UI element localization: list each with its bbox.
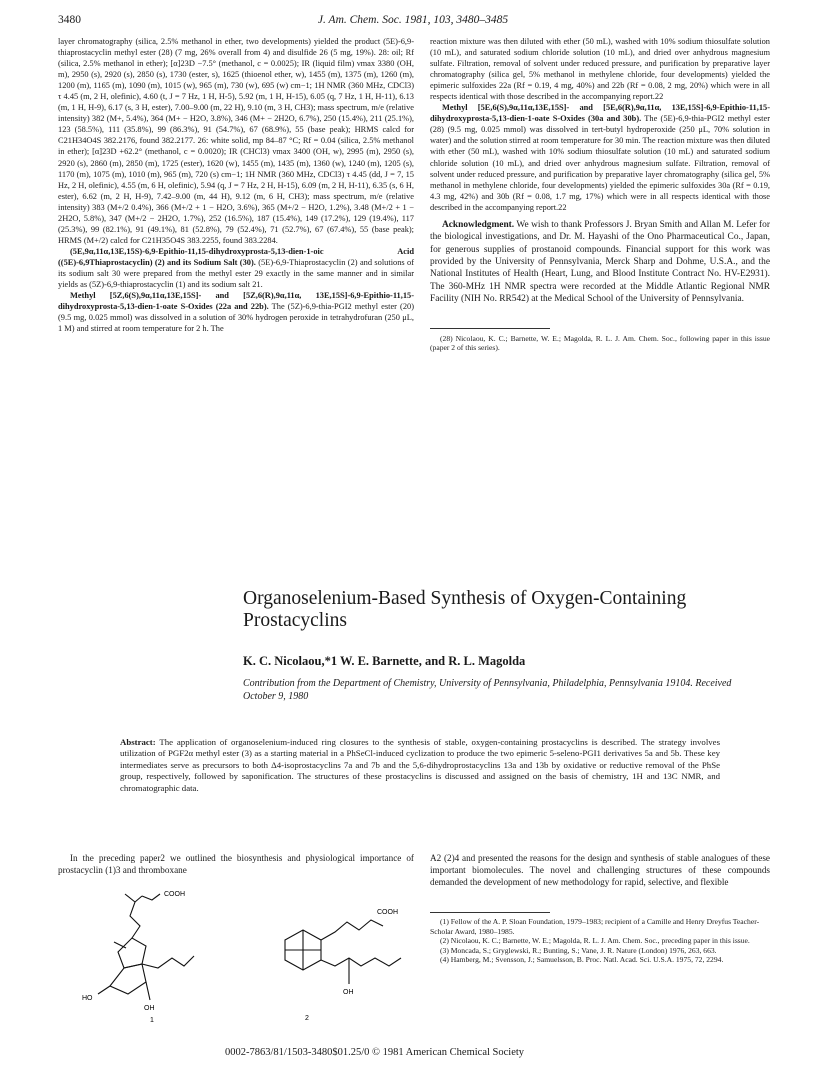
structure-2-thromboxane [255, 900, 415, 1022]
oh-label: OH [343, 989, 354, 996]
footnote: (2) Nicolaou, K. C.; Barnette, W. E.; Magolda, R. L. J. Am. Chem. Soc., preceding paper in this issue. [440, 936, 750, 946]
copyright-footer: 0002-7863/81/1503-3480$01.25/0 © 1981 American Chemical Society [225, 1047, 525, 1058]
abstract-label: Abstract: [120, 737, 156, 747]
footnotes [430, 917, 770, 965]
ho-label: HO [82, 995, 93, 1002]
compound-heading: Methyl [5E,6(S),9α,11α,13E,15S]- and [5E,6(R),9α,11α, 13E,15S]-6,9-Epithio-11,15-dihydroxyprosta-5,13-dien-1-oate S-Oxides (30a and 30b). [430, 103, 770, 124]
footnote-rule [430, 328, 550, 329]
cooh-label: COOH [377, 909, 398, 916]
abstract-text: The application of organoselenium-induced ring closures to the synthesis of stable, oxygen-containing prostacyclins is described. The strategy involves utilization of PGF2α methyl ester (3) as a starting material in a PhSeCl-induced cyclization to produce the two epimeric 5-seleno-PGI1 derivatives 5a and 5b. These key intermediates serve as precursors to both Δ4-isoprostacyclins 7a and 7b and the 5,6-dihydroprostacyclins 13a and 13b by oxidative or reductive removal of the PhSe group, respectively, followed by saponification. The structures of these prostacyclins is discussed and assigned on the basis of chemistry, 1H and 13C NMR, and chromatographic data. [120, 737, 720, 793]
acknowledgment-body: We wish to thank Professors J. Bryan Smith and Allan M. Lefer for the biological investigations, and Dr. M. Hayashi of the Ono Pharmaceutical Co., Japan, for generous supplies of prostanoid compounds. Financial support for this work was provided by the University of Pennsylvania, Merck Sharp and Dohme, U.S.A., and the National Institutes of Health (Heart, Lung, and Blood Institute Contract No. HV-E2931). The 360-MHz 1H NMR spectra were recorded at the Middle Atlantic Regional NMR Facility (NIH No. RR542) at the Medical School of the University of Pennsylvania. [430, 219, 770, 305]
acknowledgment-heading: Acknowledgment. [442, 219, 515, 230]
paragraph-body: (5E)-6,9-Thiaprostacyclin (2) and solutions of its sodium salt 30 were prepared from the methyl ester 29 exactly in the same manner and in similar yields as (5Z)-6,9-thiaprostacyclin (1) and its sodium salt 21. [58, 257, 415, 290]
compound-number: 2 [305, 1015, 309, 1022]
footnote: (4) Hamberg, M.; Svensson, J.; Samuelsson, B. Proc. Natl. Acad. Sci. U.S.A. 1975, 72, 2294. [440, 955, 724, 965]
compound-heading: (5E,9α,11α,13E,15S)-6,9-Epithio-11,15-dihydroxyprosta-5,13-dien-1-oic Acid ((5E)-6,9Thiaprostacyclin) (2) and its Sodium Salt (30). [58, 246, 414, 267]
paragraph-body: The (5E)-6,9-thia-PGI2 methyl ester (28) (9.5 mg, 0.025 mmol) was dissolved in tert-butyl hydroperoxide (250 μL, 70% solution in water) and the solution stirred at room temperature for 30 min. The reaction mixture was then diluted with ether (50 mL), washed with 10% sodium thiosulfate solution (10 mL) and saturated sodium chloride solution (10 mL), and dried over anhydrous magnesium sulfate. Filtration, removal of solvent under reduced pressure, and purification by preparative layer chromatography (silica gel, 5% methanol in methylene chloride, four developments) yielded the epimeric sulfoxides 30a (Rf = 0.19, 4.3 mg, 42%) and 30b (Rf = 0.08, 1.7 mg, 17%) which were in all respects identical with those described in the accompanying report.22 [430, 114, 770, 212]
intro-paragraph: In the preceding paper2 we outlined the biosynthesis and physiological importance of prostacyclin (1)3 and thromboxane [58, 853, 414, 875]
affiliation: Contribution from the Department of Chemistry, University of Pennsylvania, Philadelphia, Pennsylvania 19104. Received October 9, 1980 [243, 678, 732, 702]
cooh-label: COOH [164, 891, 185, 898]
intro-right [430, 852, 770, 888]
experimental-paragraph [58, 246, 414, 290]
experimental-paragraph: layer chromatography (silica, 2.5% methanol in ether, two developments) yielded the product (5E)-6,9-thiaprostacyclin methyl ester (28) (7 mg, 26% overall from 4) and disulfide 26 (5 mg, 19%). 28: oil; Rf (silica, 2.5% methanol in ether); [α]23D −7.5° (methanol, c = 0.0025); IR (liquid film) νmax 3380 (OH, m), 2950 (s), 2920 (s), 2850 (s), 1730 (ester, s), 1625 (thioenol ether, w), 1455 (m), 1375 (m), 1260 (m), 1200 (m), 1165 (m), 1090 (m), 1015 (w), 965 (m), 730 (w), 695 (w) cm−1; 1H NMR (360 MHz, CDCl3) τ 4.45 (m, 2 H, olefinic), 4.60 (t, J = 7 Hz, 1 H, H-5), 5.92 (m, 1 H, H-15), 6.05 (q, 7 Hz, 1 H, H-11), 6.13 (m, 1 H, H-9), 6.17 (s, 3 H, ester), 7.00–9.00 (m, 22 H), 9.10 (m, 3 H, CH3); mass spectrum, m/e (relative intensity) 382 (M+, 5.4%), 364 (M+ − H2O, 3.8%), 346 (M+ − 2H2O, 6.7%), 250 (15.4%), 211 (25.1%), 123 (58.5%), 111 (35.8%), 99 (86.3%), 91 (54.7%), 67 (68.9%), 55 (base peak); HRMS calcd for C21H34O4S 382.2176, found 382.2177. 26: white solid, mp 84–87 °C; Rf = 0.04 (silica, 2.5% methanol in ether); [α]23D +62.2° (methanol, c = 0.0020); IR (CHCl3) νmax 3400 (OH, w), 2995 (m), 2950 (s), 2920 (s), 2860 (m), 2850 (m), 1725 (ester), 1620 (w), 1455 (m), 1435 (m), 1360 (w), 1240 (m), 1205 (s), 1170 (m), 1075 (m), 1010 (m), 965 (m), 720 (s) cm−1; 1H NMR (360 MHz, CDCl3) τ 4.45 (dd, J = 7, 15 Hz, 2 H, olefinic), 4.55 (m, 6 H, olefinic), 5.94 (q, J = 7 Hz, 2 H, H-15), 6.09 (m, 2 H, H-11), 6.35 (s, 6 H, ester), 6.62 (m, 2 H, H-9), 7.42–9.00 (m, 44 H), 9.12 (m, 6 H, CH3); mass spectrum, m/e (relative intensity) 383 (M+/2 0.4%), 366 (M+/2 + 1 − H2O, 3.6%), 365 (M+/2 − H2O, 1.2%), 3.48 (M+/2 + 1 − 2H2O, 5.8%), 347 (M+/2 − 2H2O, 1.7%), 252 (16.5%), 187 (15.4%), 149 (17.2%), 129 (19.4%), 117 (25.3%), 99 (82.1%), 91 (49.1%), 81 (52.8%), 79 (52.4%), 71 (52.7%), 67 (67.4%), 55 (base peak); HRMS (M+/2) calcd for C21H35O4S 383.2255, found 383.2284. [58, 37, 414, 245]
footnote: (1) Fellow of the A. P. Sloan Foundation, 1979–1983; recipient of a Camille and Henry Dreyfus Teacher-Scholar Award, 1980–1985. [430, 917, 760, 936]
oh-label: OH [144, 1005, 155, 1012]
footnote: (3) Moncada, S.; Gryglewski, R.; Bunting, S.; Vane, J. R. Nature (London) 1976, 263, 663. [440, 945, 717, 955]
right-column [430, 36, 770, 353]
abstract [120, 737, 720, 794]
intro-paragraph: A2 (2)4 and presented the reasons for the design and synthesis of stable analogues of these important biomolecules. The novel and challenging structures of these compounds demanded the development of new methodology for rapid, selective, and flexible [430, 853, 770, 887]
left-column [58, 36, 414, 334]
article-title: Organoselenium-Based Synthesis of Oxygen-Containing Prostacyclins [243, 588, 687, 631]
structure-1-prostacyclin [80, 882, 240, 1022]
page-number: 3480 [58, 14, 81, 26]
reference-28: (28) Nicolaou, K. C.; Barnette, W. E.; Magolda, R. L. J. Am. Chem. Soc., following paper in this issue (paper 2 of this series). [430, 333, 770, 353]
experimental-paragraph [430, 102, 770, 212]
authors: K. C. Nicolaou,*1 W. E. Barnette, and R. L. Magolda [243, 654, 526, 668]
paragraph-body: The (5Z)-6,9-thia-PGI2 methyl ester (20) (9.5 mg, 0.025 mmol) was dissolved in a solution of 30% hydrogen peroxide in tetrahydrofuran (250 μL, 1 M) and stirred at room temperature for 2 h. The [58, 302, 414, 334]
running-header [58, 14, 768, 32]
compound-heading: Methyl [5Z,6(S),9α,11α,13E,15S]- and [5Z,6(R),9α,11α, 13E,15S]-6,9-Epithio-11,15-dihydroxyprosta-5,13-dien-1-oate S-Oxides (22a and 22b). [58, 291, 414, 312]
experimental-paragraph: reaction mixture was then diluted with ether (50 mL), washed with 10% sodium thiosulfate solution (10 mL), and saturated sodium chloride solution (10 mL), and dried over anhydrous magnesium sulfate. Filtration, removal of solvent under reduced pressure, and purification by preparative layer chromatography (silica gel, 5% methanol in methylene chloride, four developments) yielded the epimeric sulfoxides 22a (Rf = 0.19, 4 mg, 40%) and 22b (Rf = 0.08, 2 mg, 20%) which were in all respects identical with those described in the accompanying report.22 [430, 37, 770, 102]
journal-citation: J. Am. Chem. Soc. 1981, 103, 3480–3485 [317, 14, 509, 26]
compound-number: 1 [150, 1017, 154, 1022]
experimental-paragraph [58, 290, 414, 334]
intro-left [58, 852, 414, 876]
footnote-rule [430, 912, 550, 913]
acknowledgment [430, 219, 770, 306]
